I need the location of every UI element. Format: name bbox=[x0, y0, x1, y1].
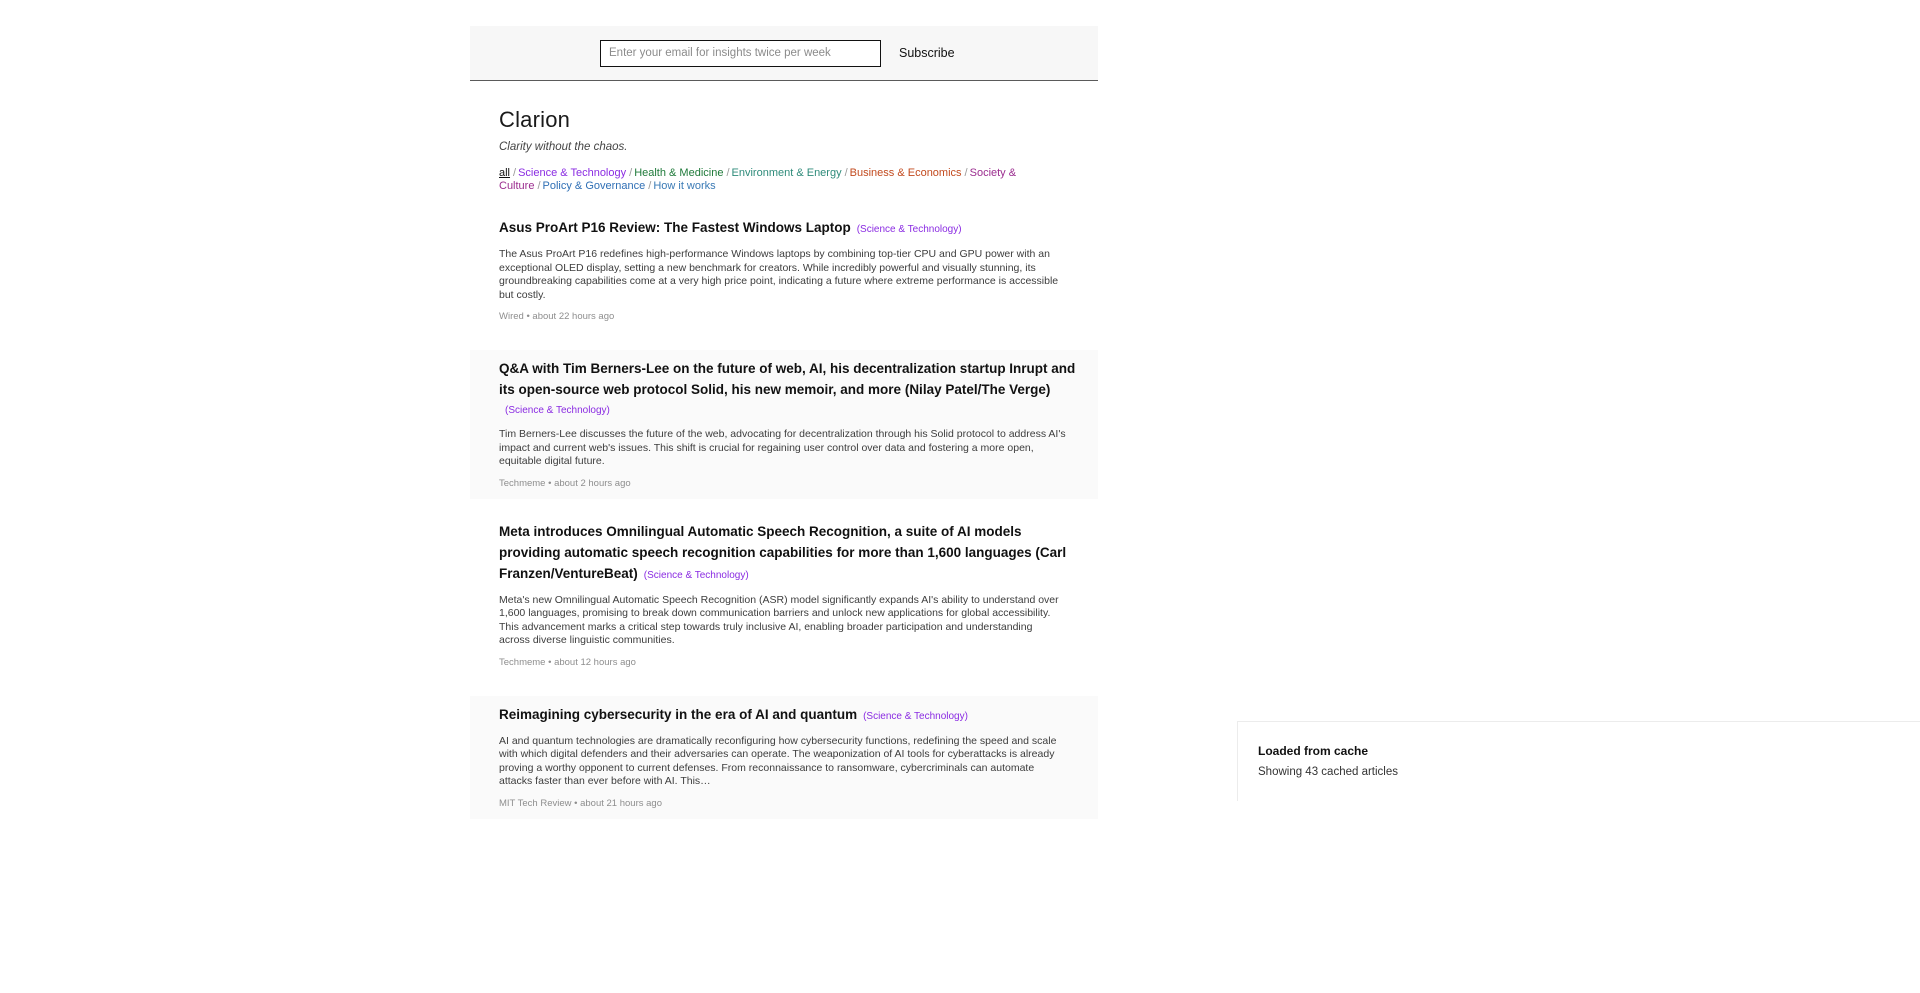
nav-separator: / bbox=[964, 167, 968, 179]
article-meta: MIT Tech Review • about 21 hours ago bbox=[499, 797, 662, 809]
nav-separator: / bbox=[629, 167, 633, 179]
cache-toast bbox=[1237, 721, 1920, 801]
article-category-badge[interactable]: (Science & Technology) bbox=[643, 569, 749, 581]
toast-subtitle: Showing 43 cached articles bbox=[1258, 766, 1398, 778]
article-category-badge[interactable]: (Science & Technology) bbox=[856, 224, 962, 235]
article-headline-row bbox=[499, 358, 1076, 418]
subscribe-button[interactable]: Subscribe bbox=[899, 46, 955, 60]
article-summary: The Asus ProArt P16 redefines high-performance Windows laptops by combining top-tier CPU and GPU power with an exceptional OLED display, setting a new benchmark for creators. While incredibly powerful and visually stunning, its groundbreaking capabilities come at a very high price point, indicating a future where extreme performance is accessible but costly. bbox=[499, 248, 1059, 301]
article-headline-row bbox=[499, 704, 1076, 725]
article-headline-row bbox=[499, 217, 1076, 238]
category-nav bbox=[499, 167, 1076, 193]
article-category-badge[interactable]: (Science & Technology) bbox=[863, 710, 968, 722]
nav-separator: / bbox=[844, 167, 848, 179]
nav-item-society-culture[interactable]: Society & Culture bbox=[499, 167, 1017, 192]
nav-item-science-technology[interactable]: Science & Technology bbox=[518, 167, 627, 179]
article-item[interactable] bbox=[470, 350, 1098, 499]
article-headline[interactable]: Meta introduces Omnilingual Automatic Speech Recognition, a suite of AI models providing automatic speech recognition capabilities for more than 1,600 languages (Carl Franzen/VentureBeat) bbox=[499, 523, 1067, 581]
article-list bbox=[470, 217, 1098, 819]
page-title: Clarion bbox=[499, 107, 571, 132]
article-item[interactable] bbox=[470, 521, 1098, 668]
article-meta: Wired • about 22 hours ago bbox=[499, 311, 615, 322]
nav-item-environment-energy[interactable]: Environment & Energy bbox=[731, 167, 842, 179]
nav-separator: / bbox=[513, 167, 517, 179]
article-headline[interactable]: Q&A with Tim Berners-Lee on the future of web, AI, his decentralization startup Inrupt and its open-source web protocol Solid, his new memoir, and more (Nilay Patel/The Verge) bbox=[499, 361, 1076, 397]
email-field[interactable] bbox=[600, 40, 881, 67]
article-summary: AI and quantum technologies are dramatically reconfiguring how cybersecurity functions, redefining the speed and scale with which digital defenders and their adversaries can operate. The weaponization of AI tools for cyberattacks is already proving a worthy opponent to current defenses. From reconnaissance to ransomware, cybercriminals can automate attacks faster than ever before with AI. This… bbox=[499, 734, 1057, 787]
subscribe-bar-inner bbox=[470, 26, 1098, 80]
article-headline[interactable]: Asus ProArt P16 Review: The Fastest Windows Laptop bbox=[499, 220, 851, 235]
article-meta: Techmeme • about 2 hours ago bbox=[499, 477, 631, 489]
nav-separator: / bbox=[648, 180, 652, 192]
article-category-badge[interactable]: (Science & Technology) bbox=[505, 405, 610, 416]
article-item[interactable] bbox=[470, 696, 1098, 819]
subscribe-bar bbox=[470, 26, 1098, 81]
article-meta: Techmeme • about 12 hours ago bbox=[499, 656, 636, 668]
nav-item-policy-governance[interactable]: Policy & Governance bbox=[542, 180, 646, 192]
site-tagline: Clarity without the chaos. bbox=[499, 141, 628, 153]
article-summary: Tim Berners-Lee discusses the future of the web, advocating for decentralization through his Solid protocol to address AI's impact and current web's issues. This shift is crucial for regaining user control over data and fostering a more open, equitable digital future. bbox=[499, 428, 1066, 467]
nav-separator: / bbox=[726, 167, 730, 179]
toast-title: Loaded from cache bbox=[1258, 744, 1369, 758]
nav-item-business-economics[interactable]: Business & Economics bbox=[849, 167, 962, 179]
article-headline-row bbox=[499, 521, 1076, 584]
nav-separator: / bbox=[537, 180, 541, 192]
article-summary: Meta's new Omnilingual Automatic Speech Recognition (ASR) model significantly expands AI's ability to understand over 1,600 languages, promising to break down communication barriers and unlock new applications for global accessibility. This advancement marks a critical step towards truly inclusive AI, enabling broader participation and understanding across diverse linguistic communities. bbox=[499, 593, 1059, 646]
nav-item-all[interactable]: all bbox=[499, 167, 511, 179]
nav-item-health-medicine[interactable]: Health & Medicine bbox=[634, 167, 724, 179]
article-item[interactable] bbox=[470, 217, 1098, 322]
nav-item-how-it-works[interactable]: How it works bbox=[653, 180, 716, 192]
article-headline[interactable]: Reimagining cybersecurity in the era of AI and quantum bbox=[499, 706, 858, 722]
main-column bbox=[470, 81, 1098, 841]
